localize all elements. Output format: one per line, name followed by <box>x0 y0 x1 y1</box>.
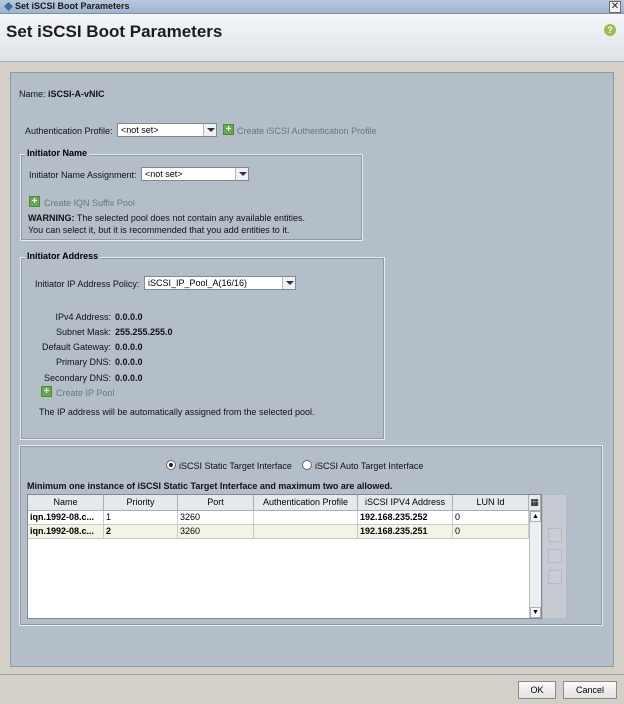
cell-auth-profile <box>254 525 358 539</box>
warning-line1: The selected pool does not contain any available entities. <box>74 213 305 223</box>
column-header-name[interactable]: Name <box>28 495 104 511</box>
column-header-lun-id[interactable]: LUN Id <box>453 495 529 511</box>
create-auth-profile-link[interactable]: Create iSCSI Authentication Profile <box>237 126 377 136</box>
table-scrollbar[interactable] <box>529 511 541 618</box>
initiator-address-title: Initiator Address <box>27 251 99 261</box>
chevron-down-icon <box>282 277 295 289</box>
dialog-footer <box>0 674 624 704</box>
secondary-dns-value: 0.0.0.0 <box>115 373 143 383</box>
primary-dns-value: 0.0.0.0 <box>115 357 143 367</box>
warning-line2: You can select it, but it is recommended that you add entities to it. <box>28 225 290 235</box>
window-title-bar <box>0 0 624 14</box>
scroll-up-icon[interactable]: ▲ <box>530 511 541 522</box>
chevron-down-icon <box>235 168 248 180</box>
initiator-name-assignment-select[interactable] <box>141 167 249 181</box>
table-row[interactable] <box>28 511 529 525</box>
initiator-name-assignment-value: <not set> <box>145 169 183 179</box>
page-title: Set iSCSI Boot Parameters <box>6 22 223 41</box>
initiator-name-assignment-label: Initiator Name Assignment: <box>29 170 137 180</box>
name-label: Name: <box>19 89 46 99</box>
column-chooser-icon[interactable]: ▦ <box>529 495 541 511</box>
cell-lun-id: 0 <box>453 525 529 539</box>
scroll-down-icon[interactable]: ▼ <box>530 607 541 618</box>
cell-ipv4: 192.168.235.252 <box>358 511 453 525</box>
add-icon[interactable] <box>548 528 562 542</box>
target-table <box>27 494 542 619</box>
window-title: Set iSCSI Boot Parameters <box>15 1 130 11</box>
create-ip-pool-link[interactable]: Create IP Pool <box>56 388 115 398</box>
static-target-radio[interactable] <box>166 460 176 470</box>
static-target-label: iSCSI Static Target Interface <box>179 461 292 471</box>
cancel-button[interactable]: Cancel <box>563 681 617 699</box>
warning-text <box>28 213 305 223</box>
ipv4-address-label: IPv4 Address: <box>55 312 111 322</box>
name-value: iSCSI-A-vNIC <box>48 89 105 99</box>
cell-name: iqn.1992-08.c... <box>28 525 104 539</box>
properties-icon[interactable] <box>548 570 562 584</box>
warning-label: WARNING: <box>28 213 75 223</box>
cell-lun-id: 0 <box>453 511 529 525</box>
secondary-dns-label: Secondary DNS: <box>43 373 111 383</box>
ip-policy-select[interactable] <box>144 276 296 290</box>
default-gateway-label: Default Gateway: <box>41 342 111 352</box>
ipv4-address-value: 0.0.0.0 <box>115 312 143 322</box>
cell-auth-profile <box>254 511 358 525</box>
table-row[interactable] <box>28 525 529 539</box>
help-icon[interactable]: ? <box>604 24 616 36</box>
initiator-name-title: Initiator Name <box>27 148 88 158</box>
auto-target-label: iSCSI Auto Target Interface <box>315 461 424 471</box>
cell-name: iqn.1992-08.c... <box>28 511 104 525</box>
cell-port: 3260 <box>178 511 254 525</box>
target-instruction: Minimum one instance of iSCSI Static Target Interface and maximum two are allowed. <box>27 481 393 491</box>
auto-target-radio[interactable] <box>302 460 312 470</box>
auth-profile-label: Authentication Profile: <box>25 126 113 136</box>
ok-button[interactable]: OK <box>518 681 556 699</box>
column-header-priority[interactable]: Priority <box>104 495 178 511</box>
table-side-toolbar <box>542 494 567 619</box>
ip-pool-note: The IP address will be automatically assigned from the selected pool. <box>39 407 315 417</box>
auth-profile-value: <not set> <box>121 125 159 135</box>
delete-icon[interactable] <box>548 549 562 563</box>
ip-policy-label: Initiator IP Address Policy: <box>35 279 140 289</box>
dialog-header <box>0 14 624 62</box>
column-header-port[interactable]: Port <box>178 495 254 511</box>
cell-port: 3260 <box>178 525 254 539</box>
cell-ipv4: 192.168.235.251 <box>358 525 453 539</box>
cell-priority: 2 <box>104 525 178 539</box>
column-header-auth-profile[interactable]: Authentication Profile <box>254 495 358 511</box>
subnet-mask-value: 255.255.255.0 <box>115 327 173 337</box>
column-header-ipv4[interactable]: iSCSI IPV4 Address <box>358 495 453 511</box>
content-panel <box>10 72 614 667</box>
plus-icon[interactable]: + <box>29 196 40 207</box>
plus-icon[interactable]: + <box>223 124 234 135</box>
cell-priority: 1 <box>104 511 178 525</box>
create-iqn-suffix-pool-link[interactable]: Create IQN Suffix Pool <box>44 198 135 208</box>
chevron-down-icon <box>203 124 216 136</box>
close-icon[interactable]: ✕ <box>610 1 620 12</box>
primary-dns-label: Primary DNS: <box>55 357 111 367</box>
subnet-mask-label: Subnet Mask: <box>55 327 111 337</box>
ip-policy-value: iSCSI_IP_Pool_A(16/16) <box>148 278 248 288</box>
default-gateway-value: 0.0.0.0 <box>115 342 143 352</box>
app-icon <box>4 2 13 11</box>
auth-profile-select[interactable] <box>117 123 217 137</box>
plus-icon[interactable]: + <box>41 386 52 397</box>
